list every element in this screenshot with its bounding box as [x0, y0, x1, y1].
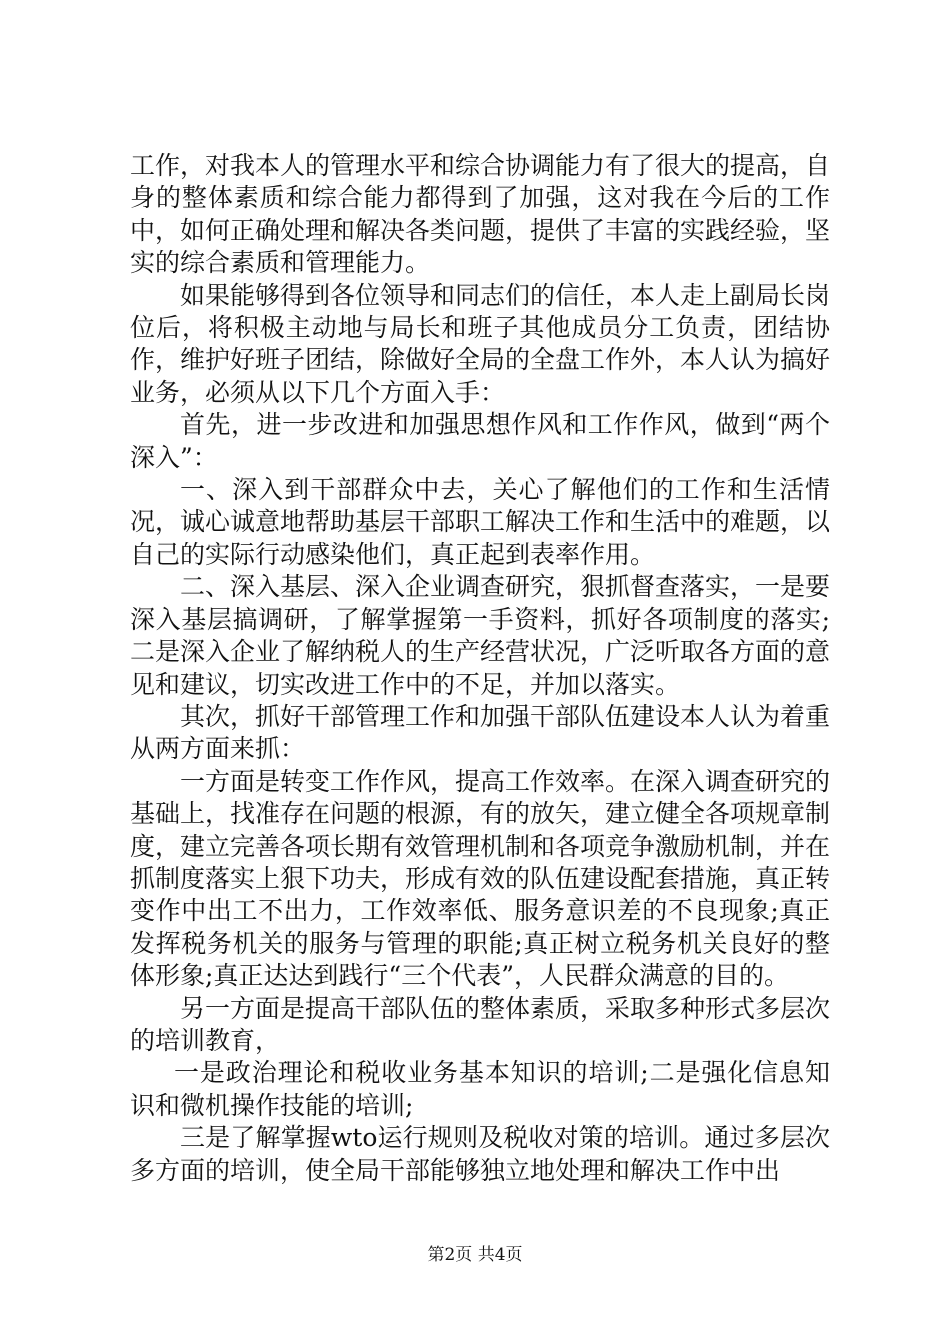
paragraph-work-style: 一方面是转变工作作风，提高工作效率。在深入调查研究的基础上，找准存在问题的根源，有的放矢，建立健全各项规章制度，建立完善各项长期有效管理机制和各项竞争激励机制，并在抓制度落实上狠下功夫，形成有效的队伍建设配套措施，真正转变作中出工不出力，工作效率低、服务意识差的不良现象;真正发挥税务机关的服务与管理的职能;真正树立税务机关良好的整体形象;真正达达到践行“三个代表”，人民群众满意的目的。 — [130, 766, 831, 991]
document-body — [130, 150, 830, 1187]
paragraph-second-point: 其次，抓好干部管理工作和加强干部队伍建设本人认为着重从两方面来抓： — [130, 701, 831, 764]
paragraph-continuation: 工作，对我本人的管理水平和综合协调能力有了很大的提高，自身的整体素质和综合能力都得到了加强，这对我在今后的工作中，如何正确处理和解决各类问题，提供了丰富的实践经验，坚实的综合素质和管理能力。 — [130, 151, 831, 278]
paragraph-training-three: 三是了解掌握wto运行规则及税收对策的培训。通过多层次多方面的培训，使全局干部能够独立地处理和解决工作中出 — [130, 1123, 830, 1185]
page-number: 第2页 共4页 — [427, 1245, 523, 1265]
paragraph-item-one: 一、深入到干部群众中去，关心了解他们的工作和生活情况，诚心诚意地帮助基层干部职工解决工作和生活中的难题，以自己的实际行动感染他们，真正起到表率作用。 — [130, 475, 831, 569]
paragraph-item-two: 二、深入基层、深入企业调查研究，狠抓督查落实，一是要深入基层搞调研，了解掌握第一手资料，抓好各项制度的落实;二是深入企业了解纳税人的生产经营状况，广泛听取各方面的意见和建议，切实改进工作中的不足，并加以落实。 — [130, 572, 831, 699]
paragraph-first-point: 首先，进一步改进和加强思想作风和工作作风，做到“两个深入”： — [130, 410, 830, 472]
paragraph-training-one-two: 一是政治理论和税收业务基本知识的培训;二是强化信息知识和微机操作技能的培训; — [130, 1058, 830, 1120]
paragraph-trust: 如果能够得到各位领导和同志们的信任，本人走上副局长岗位后，将积极主动地与局长和班子其他成员分工负责，团结协作，维护好班子团结，除做好全局的全盘工作外，本人认为搞好业务，必须从以下几个方面入手： — [130, 280, 831, 407]
paragraph-training: 另一方面是提高干部队伍的整体素质，采取多种形式多层次的培训教育， — [130, 993, 831, 1055]
